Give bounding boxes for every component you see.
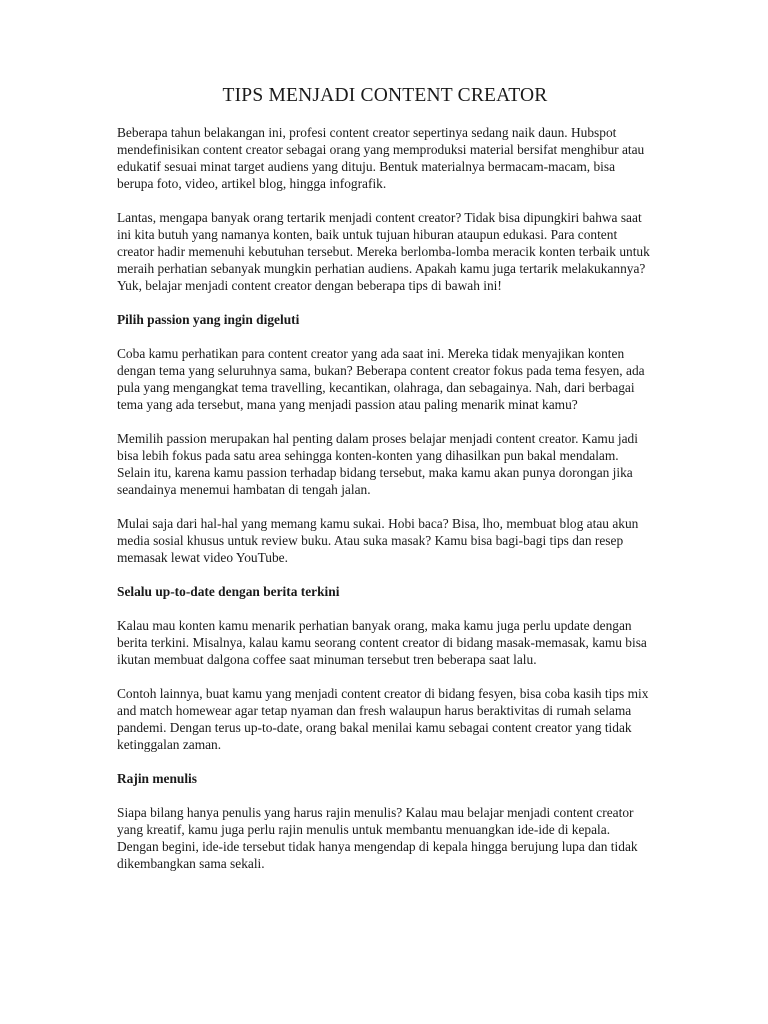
paragraph-passion-1: Coba kamu perhatikan para content creator yang ada saat ini. Mereka tidak menyajikan konten dengan tema yang seluruhnya sama, bukan? Beberapa content creator fokus pada tema fesyen, ada pula yang mengangkat tema travelling, kecantikan, olahraga, dan sebagainya. Nah, dari berbagai tema yang ada tersebut, mana yang menjadi passion atau paling menarik minat kamu? (117, 346, 645, 413)
section-heading-passion: Pilih passion yang ingin digeluti (117, 312, 300, 328)
section-heading-menulis: Rajin menulis (117, 771, 197, 787)
paragraph-passion-2: Memilih passion merupakan hal penting dalam proses belajar menjadi content creator. Kamu jadi bisa lebih fokus pada satu area sehingga konten-konten yang dihasilkan pun bakal mendalam. Selain itu, karena kamu passion terhadap bidang tersebut, maka kamu akan punya dorongan jika seandainya menemui hambatan di tengah jalan. (117, 431, 638, 498)
paragraph-passion-3: Mulai saja dari hal-hal yang memang kamu sukai. Hobi baca? Bisa, lho, membuat blog atau akun media sosial khusus untuk review buku. Atau suka masak? Kamu bisa bagi-bagi tips dan resep memasak lewat video YouTube. (117, 516, 639, 566)
document-page (117, 84, 653, 889)
paragraph-intro-2: Lantas, mengapa banyak orang tertarik menjadi content creator? Tidak bisa dipungkiri bahwa saat ini kita butuh yang namanya konten, baik untuk tujuan hiburan ataupun edukasi. Para content creator hadir memenuhi kebutuhan tersebut. Mereka berlomba-lomba meracik konten terbaik untuk meraih perhatian sebanyak mungkin perhatian audiens. Apakah kamu juga tertarik melakukannya? Yuk, belajar menjadi content creator dengan beberapa tips di bawah ini! (117, 210, 650, 294)
paragraph-intro-1: Beberapa tahun belakangan ini, profesi content creator sepertinya sedang naik daun. Hubspot mendefinisikan content creator sebagai orang yang memproduksi material bersifat menghibur atau edukatif sesuai minat target audiens yang dituju. Bentuk materialnya bermacam-macam, bisa berupa foto, video, artikel blog, hingga infografik. (117, 125, 645, 192)
paragraph-uptodate-1: Kalau mau konten kamu menarik perhatian banyak orang, maka kamu juga perlu update dengan berita terkini. Misalnya, kalau kamu seorang content creator di bidang masak-memasak, kamu bisa ikutan membuat dalgona coffee saat minuman tersebut tren beberapa saat lalu. (117, 618, 647, 668)
paragraph-menulis-1: Siapa bilang hanya penulis yang harus rajin menulis? Kalau mau belajar menjadi content creator yang kreatif, kamu juga perlu rajin menulis untuk membantu menuangkan ide-ide di kepala. Dengan begini, ide-ide tersebut tidak hanya mengendap di kepala hingga berujung lupa dan tidak dikembangkan sama sekali. (117, 805, 638, 872)
document-title: TIPS MENJADI CONTENT CREATOR (222, 85, 548, 106)
section-heading-uptodate: Selalu up-to-date dengan berita terkini (117, 584, 340, 600)
paragraph-uptodate-2: Contoh lainnya, buat kamu yang menjadi content creator di bidang fesyen, bisa coba kasih tips mix and match homewear agar tetap nyaman dan fresh walaupun harus beraktivitas di rumah selama pandemi. Dengan terus up-to-date, orang bakal menilai kamu sebagai content creator yang tidak ketinggalan zaman. (117, 686, 649, 753)
